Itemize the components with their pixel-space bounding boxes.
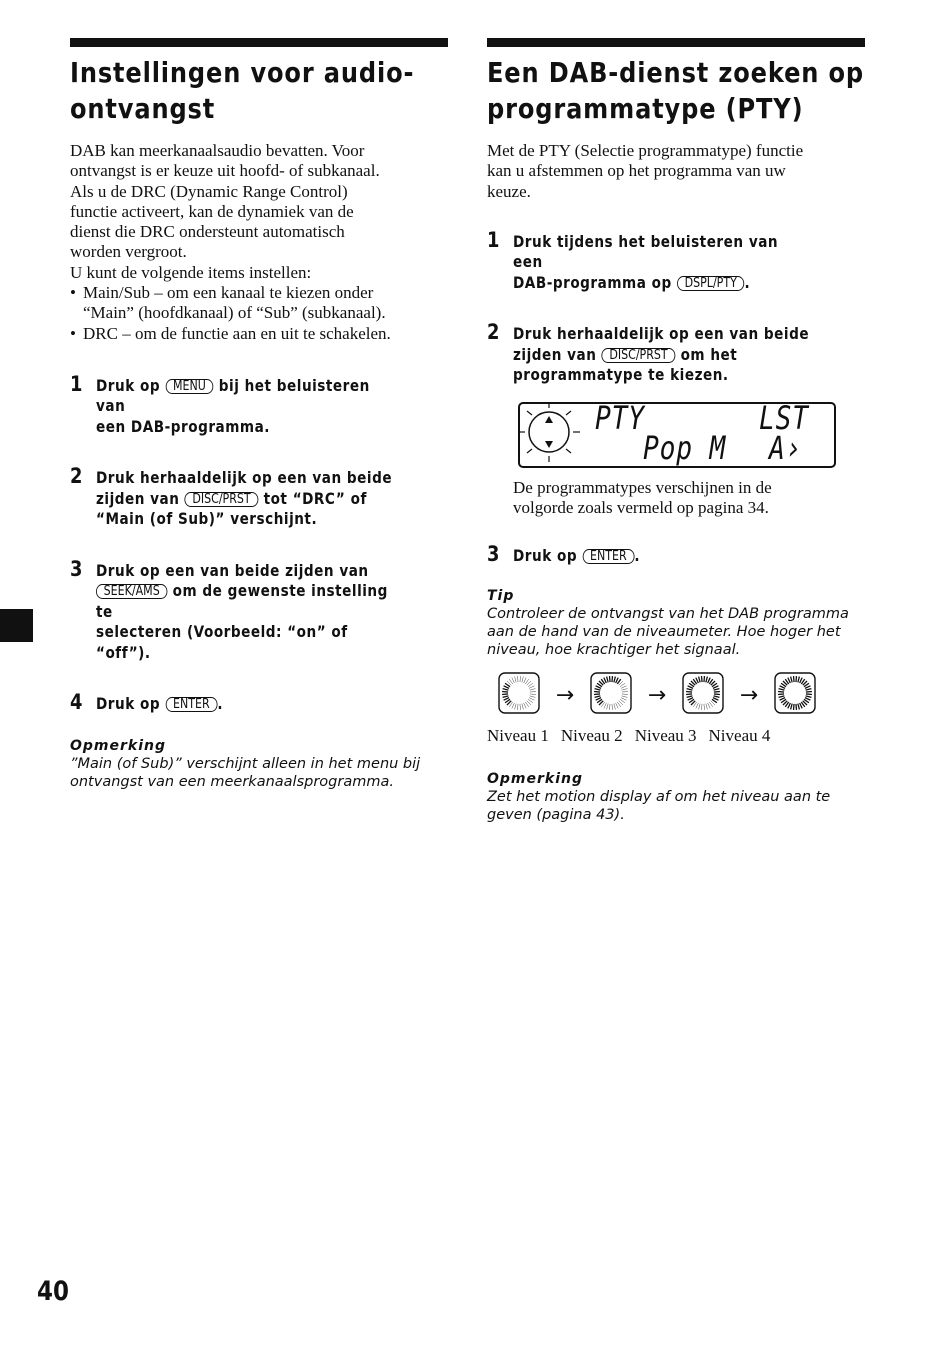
right-column [487,38,865,824]
disc-prst-key: DISC/PRST [185,492,259,507]
right-intro: Met de PTY (Selectie programmatype) functie kan u afstemmen op het programma van uw keuze. [487,141,804,201]
disc-prst-key: DISC/PRST [602,348,676,363]
lcd-display-illustration [513,398,837,472]
lcd-pty-text: PTY [595,398,645,437]
step-2: 2 Druk herhaaldelijk op een van beide zijden van DISC/PRST om het programmatype te kiezen. [487,320,810,385]
step-1: 1 Druk tijdens het beluisteren van een DAB-programma op DSPL/PTY . [487,227,779,292]
step-3: 3 Druk op een van beide zijden van SEEK/AMS om de gewenste instelling te selecteren (Voorbeeld: “on” of “off”). [70,556,388,662]
left-column [70,38,448,791]
enter-key: ENTER [165,697,217,712]
menu-key: MENU [165,379,213,394]
bullet-item: • DRC – om de functie aan en uit te schakelen. [70,323,391,343]
level-labels [487,726,865,746]
step-4: 4 Druk op ENTER . [70,690,224,715]
level-meter-icon [589,671,633,720]
level-meter-icon [497,671,541,720]
dspl-pty-key: DSPL/PTY [677,276,745,291]
arrow-right-icon: → [739,682,759,708]
level-meter-icon [773,671,817,720]
step-2: 2 Druk herhaaldelijk op een van beide zijden van DISC/PRST tot “DRC” of “Main (of Sub)” verschijnt. [70,464,393,529]
level-label: Niveau 3 [634,725,697,745]
lcd-program-text: Pop M [643,428,727,467]
level-label: Niveau 2 [560,725,623,745]
bullet-item: • Main/Sub – om een kanaal te kiezen onder “Main” (hoofdkanaal) of “Sub” (subkanaal). [70,283,386,323]
section-tab-marker [0,609,33,642]
lcd-lst-text: LST [759,398,809,437]
arrow-right-icon: → [647,682,667,708]
right-heading: Een DAB-dienst zoeken op programmatype (PTY) [487,56,865,125]
left-note: Opmerking ”Main (of Sub)” verschijnt alleen in het menu bij ontvangst van een meerkanaalsprogramma. [70,737,421,790]
left-heading: Instellingen voor audio- ontvangst [70,56,415,125]
enter-key: ENTER [582,549,634,564]
step-1: 1 Druk op MENU bij het beluisteren van een DAB-programma. [70,371,370,436]
level-label: Niveau 1 [487,725,549,745]
heading-rule [487,38,865,47]
right-note: Opmerking Zet het motion display af om het niveau aan te geven (pagina 43). [487,770,831,823]
level-meter-sequence [497,671,865,720]
step-3: 3 Druk op ENTER . [487,542,641,567]
left-intro: DAB kan meerkanaalsaudio bevatten. Voor ontvangst is er keuze uit hoofd- of subkanaal. Als u de DRC (Dynamic Range Control) functie activeert, kan de dynamiek van de dienst die DRC ondersteunt automatisch worden vergroot. U kunt de volgende items instellen: • Main/Sub – om een kanaal te kiezen onder “Main” (hoofdkanaal) of “Sub” (subkanaal). • DRC – om de functie aan en uit te schakelen. [70,141,448,344]
heading-rule [70,38,448,47]
arrow-right-icon: → [555,682,575,708]
level-label: Niveau 4 [708,725,771,745]
seek-ams-key: SEEK/AMS [96,584,167,599]
display-caption: De programmatypes verschijnen in de volgorde zoals vermeld op pagina 34. [513,477,772,518]
blinking-dial-icon [513,398,603,472]
page-number: 40 [37,1276,69,1307]
lcd-indicator-text: A› [769,428,803,467]
level-meter-icon [681,671,725,720]
tip-box: Tip Controleer de ontvangst van het DAB programma aan de hand van de niveaumeter. Hoe hoger het niveau, hoe krachtiger het signaal. [487,587,849,658]
